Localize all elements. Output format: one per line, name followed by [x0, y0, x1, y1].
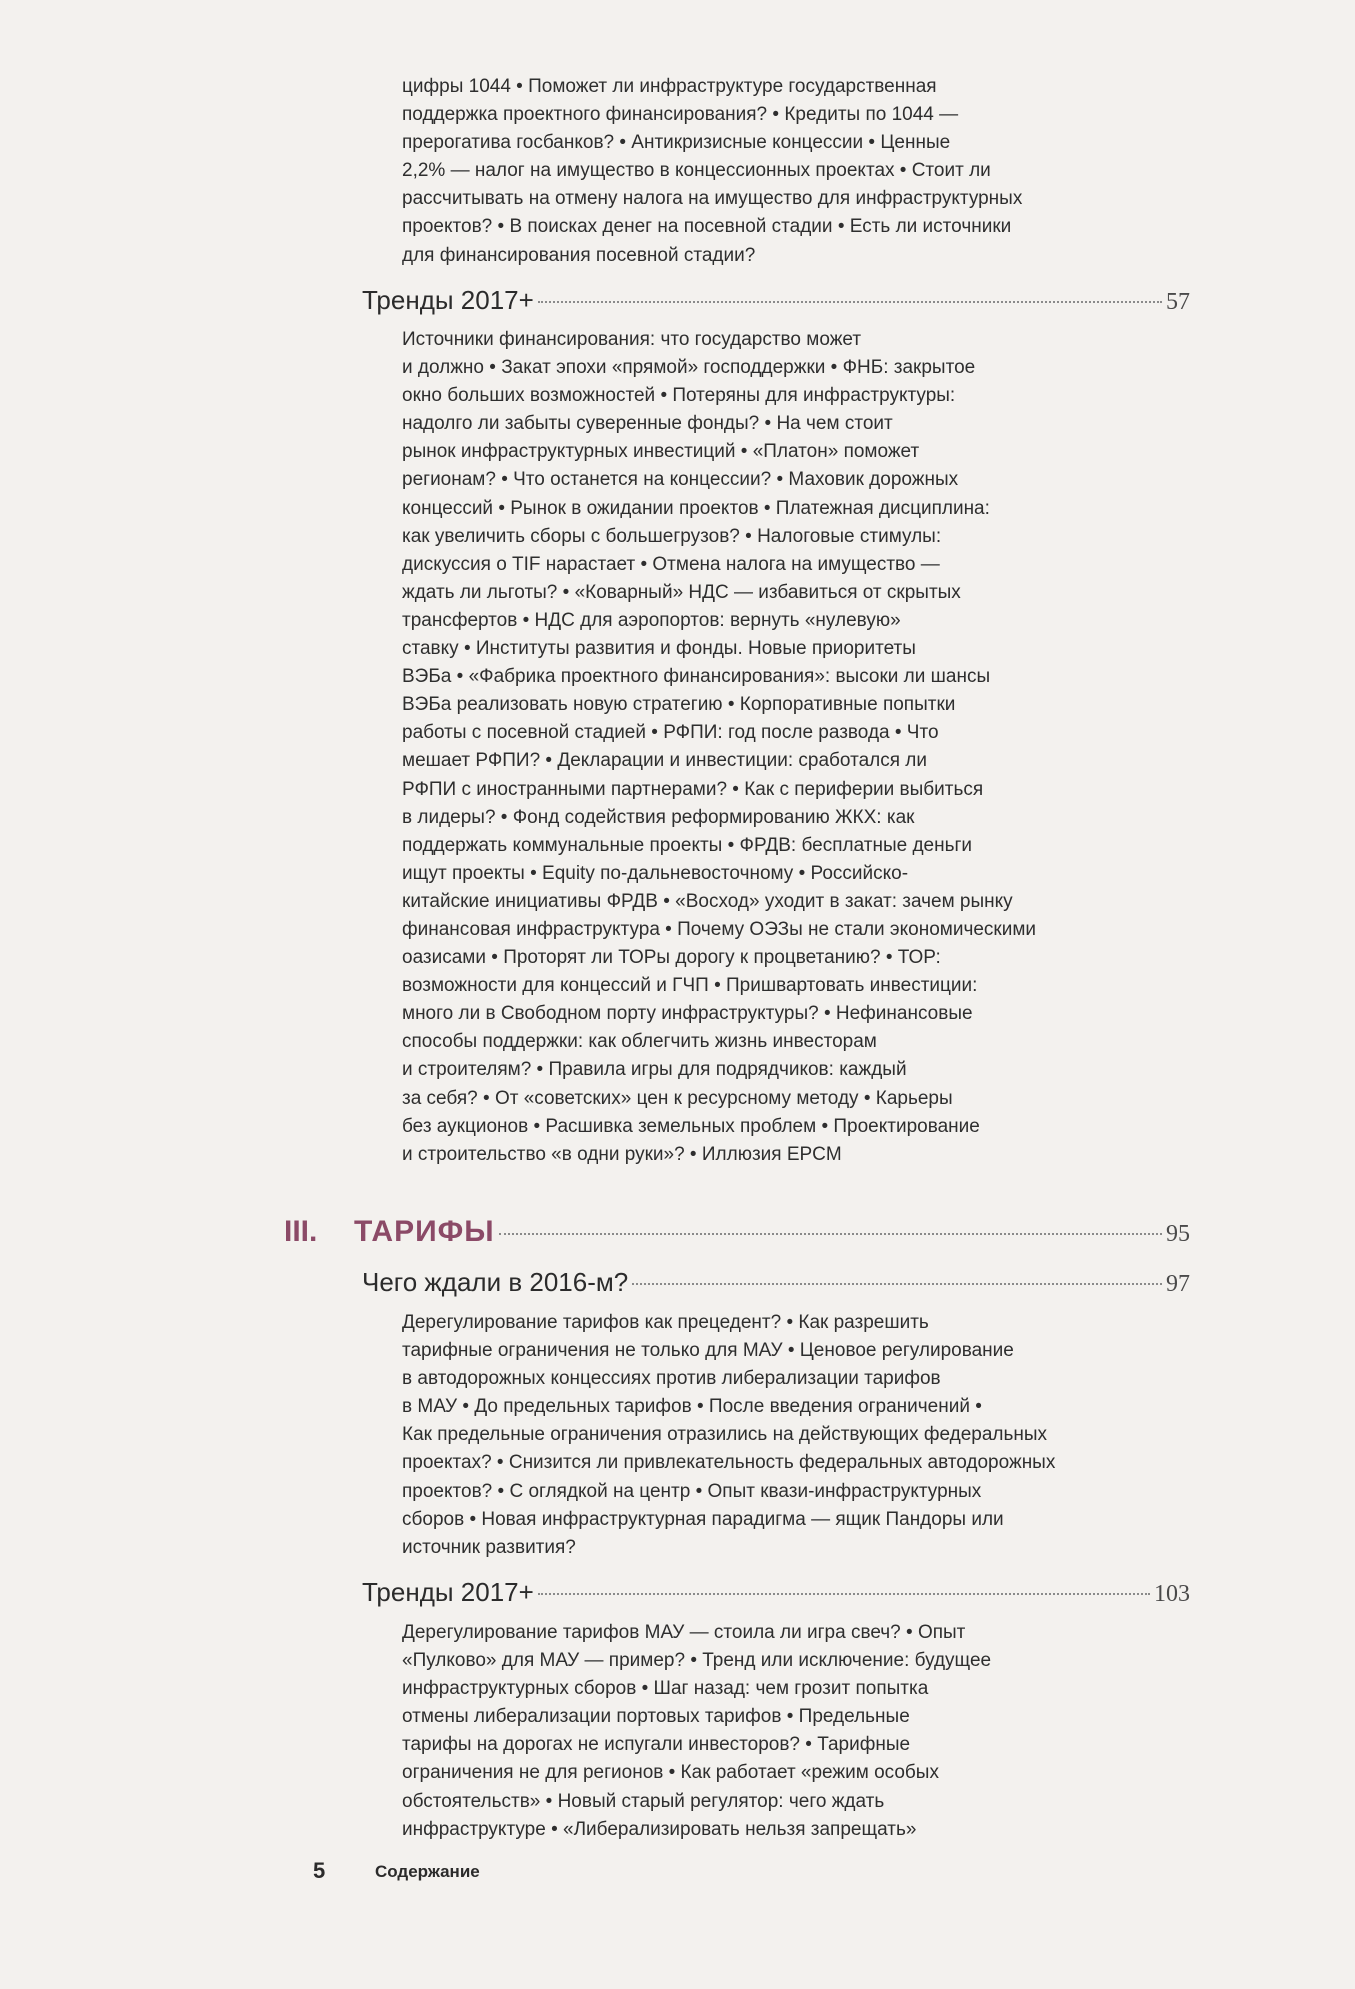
toc-entry-trends-2017-p103[interactable] [362, 1577, 1190, 1608]
desc-line: ждать ли льготы? • «Коварный» НДС — избавиться от скрытых [402, 581, 961, 603]
desc-line: Как предельные ограничения отразились на действующих федеральных [402, 1424, 1048, 1446]
desc-line: прерогатива госбанков? • Антикризисные концессии • Ценные [402, 132, 951, 154]
desc-line: Дерегулирование тарифов МАУ — стоила ли игра свеч? • Опыт [402, 1622, 966, 1643]
desc-line: регионам? • Что останется на концессии? • Маховик дорожных [402, 469, 959, 491]
desc-line: обстоятельств» • Новый старый регулятор: чего ждать [402, 1790, 885, 1812]
desc-line: много ли в Свободном порту инфраструктуры? • Нефинансовые [402, 1003, 973, 1025]
desc-line: проектов? • В поисках денег на посевной стадии • Есть ли источники [402, 216, 1012, 238]
desc-line: инфраструктурных сборов • Шаг назад: чем грозит попытка [402, 1678, 929, 1700]
desc-line: рассчитывать на отмену налога на имущество для инфраструктурных [402, 188, 1023, 210]
desc-line: отмены либерализации портовых тарифов • Предельные [402, 1706, 910, 1728]
desc-line: цифры 1044 • Поможет ли инфраструктуре государственная [402, 76, 937, 97]
desc-line: способы поддержки: как облегчить жизнь инвесторам [402, 1031, 877, 1053]
desc-line: дискуссия о TIF нарастает • Отмена налога на имущество — [402, 553, 940, 575]
desc-line: и строительство «в одни руки»? • Иллюзия EPCM [402, 1143, 842, 1165]
desc-line: тарифные ограничения не только для МАУ • Ценовое регулирование [402, 1340, 1014, 1362]
desc-line: Дерегулирование тарифов как прецедент? • Как разрешить [402, 1312, 929, 1333]
desc-line: надолго ли забыты суверенные фонды? • На чем стоит [402, 413, 893, 435]
desc-line: китайские инициативы ФРДВ • «Восход» уходит в закат: зачем рынку [402, 890, 1013, 912]
toc-entry-page: 103 [1154, 1581, 1190, 1607]
desc-line: 2,2% — налог на имущество в концессионных проектах • Стоит ли [402, 160, 991, 182]
page-number: 5 [313, 1858, 326, 1883]
desc-line: сборов • Новая инфраструктурная парадигма — ящик Пандоры или [402, 1508, 1004, 1530]
desc-line: ВЭБа • «Фабрика проектного финансирования»: высоки ли шансы [402, 666, 991, 688]
section-description [402, 326, 1122, 1169]
desc-line: ищут проекты • Equity по-дальневосточному • Российско- [402, 862, 909, 884]
toc-entry-title: Тренды 2017+ [362, 1577, 534, 1607]
toc-entry-expected-2016[interactable] [362, 1267, 1190, 1298]
desc-line: поддержка проектного финансирования? • Кредиты по 1044 — [402, 104, 959, 126]
desc-line: без аукционов • Расшивка земельных проблем • Проектирование [402, 1115, 980, 1137]
desc-line: «Пулково» для МАУ — пример? • Тренд или исключение: будущее [402, 1650, 992, 1672]
desc-line: ограничения не для регионов • Как работает «режим особых [402, 1762, 939, 1784]
toc-entry-title: Чего ждали в 2016-м? [362, 1267, 629, 1297]
desc-line: оазисами • Проторят ли ТОРы дорогу к процветанию? • ТОР: [402, 947, 941, 969]
desc-line: как увеличить сборы с большегрузов? • Налоговые стимулы: [402, 525, 942, 547]
desc-line: и строителям? • Правила игры для подрядчиков: каждый [402, 1059, 907, 1081]
toc-chapter-tariffs[interactable] [284, 1215, 1190, 1249]
toc-entry-page: 97 [1166, 1271, 1190, 1297]
desc-line: ВЭБа реализовать новую стратегию • Корпоративные попытки [402, 694, 956, 716]
dot-leader [499, 1233, 1162, 1235]
toc-entry-trends-2017-p57[interactable] [362, 285, 1190, 316]
desc-line: в МАУ • До предельных тарифов • После введения ограничений • [402, 1396, 982, 1418]
desc-line: финансовая инфраструктура • Почему ОЭЗы не стали экономическими [402, 918, 1037, 940]
chapter-number: III. [284, 1215, 318, 1248]
chapter-page: 95 [1166, 1221, 1190, 1247]
desc-line: инфраструктуре • «Либерализировать нельзя запрещать» [402, 1818, 917, 1840]
dot-leader [632, 1283, 1162, 1285]
section-description [402, 1309, 1122, 1562]
desc-line: мешает РФПИ? • Декларации и инвестиции: сработался ли [402, 750, 927, 772]
desc-line: за себя? • От «советских» цен к ресурсному методу • Карьеры [402, 1087, 953, 1109]
chapter-title: ТАРИФЫ [354, 1215, 495, 1248]
desc-line: РФПИ с иностранными партнерами? • Как с периферии выбиться [402, 778, 984, 800]
toc-entry-page: 57 [1166, 289, 1190, 315]
desc-line: работы с посевной стадией • РФПИ: год после развода • Что [402, 722, 939, 744]
desc-line: в автодорожных концессиях против либерализации тарифов [402, 1368, 941, 1390]
desc-line: рынок инфраструктурных инвестиций • «Платон» поможет [402, 441, 920, 463]
desc-line: ставку • Институты развития и фонды. Новые приоритеты [402, 638, 916, 660]
desc-line: тарифы на дорогах не испугали инвесторов? • Тарифные [402, 1734, 911, 1756]
section-description [402, 1619, 1122, 1844]
desc-line: поддержать коммунальные проекты • ФРДВ: бесплатные деньги [402, 834, 973, 856]
desc-line: в лидеры? • Фонд содействия реформированию ЖКХ: как [402, 806, 915, 828]
toc-entry-title: Тренды 2017+ [362, 285, 534, 315]
desc-line: Источники финансирования: что государство может [402, 329, 862, 350]
desc-line: окно больших возможностей • Потеряны для инфраструктуры: [402, 385, 956, 407]
desc-line: источник развития? [402, 1536, 576, 1558]
desc-line: проектах? • Снизится ли привлекательность федеральных автодорожных [402, 1452, 1056, 1474]
desc-line: концессий • Рынок в ожидании проектов • Платежная дисциплина: [402, 497, 990, 519]
section-description [402, 73, 1122, 270]
running-footer-label: Содержание [375, 1862, 480, 1881]
desc-line: для финансирования посевной стадии? [402, 244, 756, 266]
desc-line: проектов? • С оглядкой на центр • Опыт квази-инфраструктурных [402, 1480, 982, 1502]
dot-leader [538, 1593, 1150, 1595]
desc-line: трансфертов • НДС для аэропортов: вернуть «нулевую» [402, 609, 901, 631]
desc-line: и должно • Закат эпохи «прямой» господдержки • ФНБ: закрытое [402, 357, 976, 379]
desc-line: возможности для концессий и ГЧП • Пришвартовать инвестиции: [402, 975, 978, 997]
dot-leader [538, 301, 1162, 303]
